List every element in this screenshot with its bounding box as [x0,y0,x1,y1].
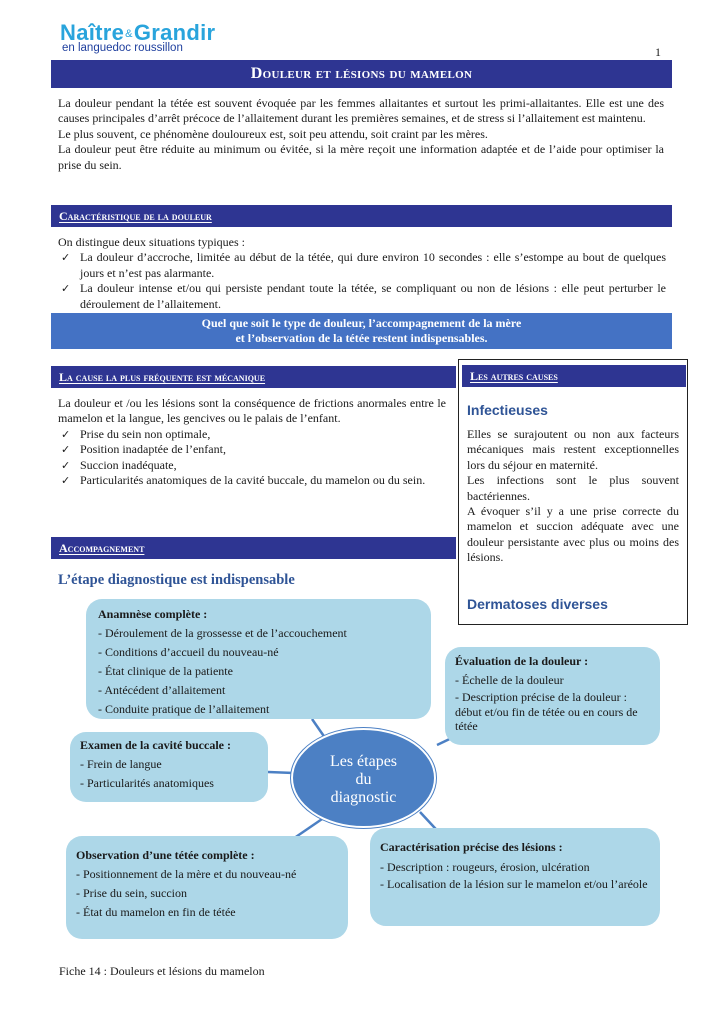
bubble-item: - Antécédent d’allaitement [98,683,226,697]
logo-main-right: Grandir [133,20,216,45]
characteristics-intro: On distingue deux situations typiques : [58,235,245,249]
logo-subtitle: en languedoc roussillon [62,42,183,54]
list-item: ✓ Prise du sein non optimale, [58,427,446,442]
list-item: ✓ Particularités anatomiques de la cavité buccale, du mamelon ou du sein. [58,473,446,488]
intro-paragraph: Le plus souvent, ce phénomène douloureux est, soit peu attendu, soit craint par les mères. [58,126,488,141]
section-heading-other-causes: Les autres causes [462,365,686,387]
bubble-item: - État du mamelon en fin de tétée [76,905,236,919]
section-heading-characteristics: Caractéristique de la douleur [51,205,672,227]
bubble-item: - Description : rougeurs, érosion, ulcération [380,860,590,874]
list-item: ✓ Position inadaptée de l’enfant, [58,442,446,457]
mechanical-intro: La douleur et /ou les lésions sont la conséquence de frictions anormales entre le mamelon et la langue, les gencives ou le palais de l’enfant. [58,396,446,426]
list-item: ✓ Succion inadéquate, [58,458,446,473]
bubble-title: Examen de la cavité buccale : [80,738,231,752]
bubble-evaluation [445,647,660,745]
bubble-item: - Déroulement de la grossesse et de l’accouchement [98,626,347,640]
support-subheading: L’étape diagnostique est indispensable [58,572,295,588]
logo-amp: & [125,28,133,41]
bubble-item: - État clinique de la patiente [98,664,233,678]
intro-paragraph: La douleur pendant la tétée est souvent évoquée par les femmes allaitantes et surtout les primi-allaitantes. Elle est une des causes principales d’arrêt précoce de l’allaitement durant les premières semaines, et de stress si l’allaitement est maintenu. [58,96,664,126]
bubble-item: - Particularités anatomiques [80,776,214,790]
bubble-item: - Localisation de la lésion sur le mamelon et/ou l’aréole [380,877,648,891]
center-label: du [355,771,372,788]
footer: Fiche 14 : Douleurs et lésions du mamelon [59,964,265,978]
intro-paragraph: La douleur peut être réduite au minimum ou évitée, si la mère reçoit une information adaptée et de l’aide pour optimiser la prise du sein. [58,142,664,172]
bubble-title: Anamnèse complète : [98,607,208,621]
bubble-observation [66,836,348,939]
infectious-paragraph: Elles se surajoutent ou non aux facteurs mécaniques mais restent exceptionnelles lors du séjour en maternité. [467,427,679,472]
infectious-title: Infectieuses [467,402,548,418]
bubble-title: Observation d’une tétée complète : [76,848,255,862]
highlight-line: et l’observation de la tétée restent indispensables. [235,331,488,345]
bubble-item: - Conditions d’accueil du nouveau-né [98,645,279,659]
bubble-title: Caractérisation précise des lésions : [380,840,563,854]
list-item: ✓ La douleur d’accroche, limitée au début de la tétée, qui dure environ 10 secondes : elle s’estompe au bout de quelques jours et n’est pas alarmante. [58,250,666,281]
bubble-caracterisation [370,828,660,926]
infectious-paragraph: Les infections sont le plus souvent bactériennes. [467,473,679,503]
highlight-line: Quel que soit le type de douleur, l’accompagnement de la mère [201,316,522,330]
dermatoses-title: Dermatoses diverses [467,596,608,612]
bubble-item: - Positionnement de la mère et du nouveau-né [76,867,297,881]
infectious-paragraph: A évoquer s’il y a une prise correcte du mamelon et succion adéquate avec une douleur persistante avec plus ou moins des lésions. [467,504,679,565]
connector-line [268,772,294,773]
bubble-anamnese [86,599,431,719]
bubble-examen [70,732,268,802]
section-heading-mechanical: La cause la plus fréquente est mécanique [51,366,456,388]
bubble-item: - Prise du sein, succion [76,886,187,900]
bubble-item: - Conduite pratique de l’allaitement [98,702,270,716]
section-heading-support: Accompagnement [51,537,456,559]
center-label: diagnostic [330,789,397,806]
center-label: Les étapes [329,753,398,770]
logo-main-left: Naître [60,20,125,45]
bubble-item: - Frein de langue [80,757,162,771]
page-number: 1 [655,45,661,59]
bubble-item: - Échelle de la douleur [455,673,564,687]
diagram-center [291,728,436,828]
bubble-item: - Description précise de la douleur : début et/ou fin de tétée ou en cours de tétée [455,690,638,733]
bubble-title: Évaluation de la douleur : [455,654,589,668]
list-item: ✓ La douleur intense et/ou qui persiste pendant toute la tétée, se compliquant ou non de lésions : elle peut perturber le déroulement de l’allaitement. [58,281,666,312]
page-title: Douleur et lésions du mamelon [51,60,672,88]
